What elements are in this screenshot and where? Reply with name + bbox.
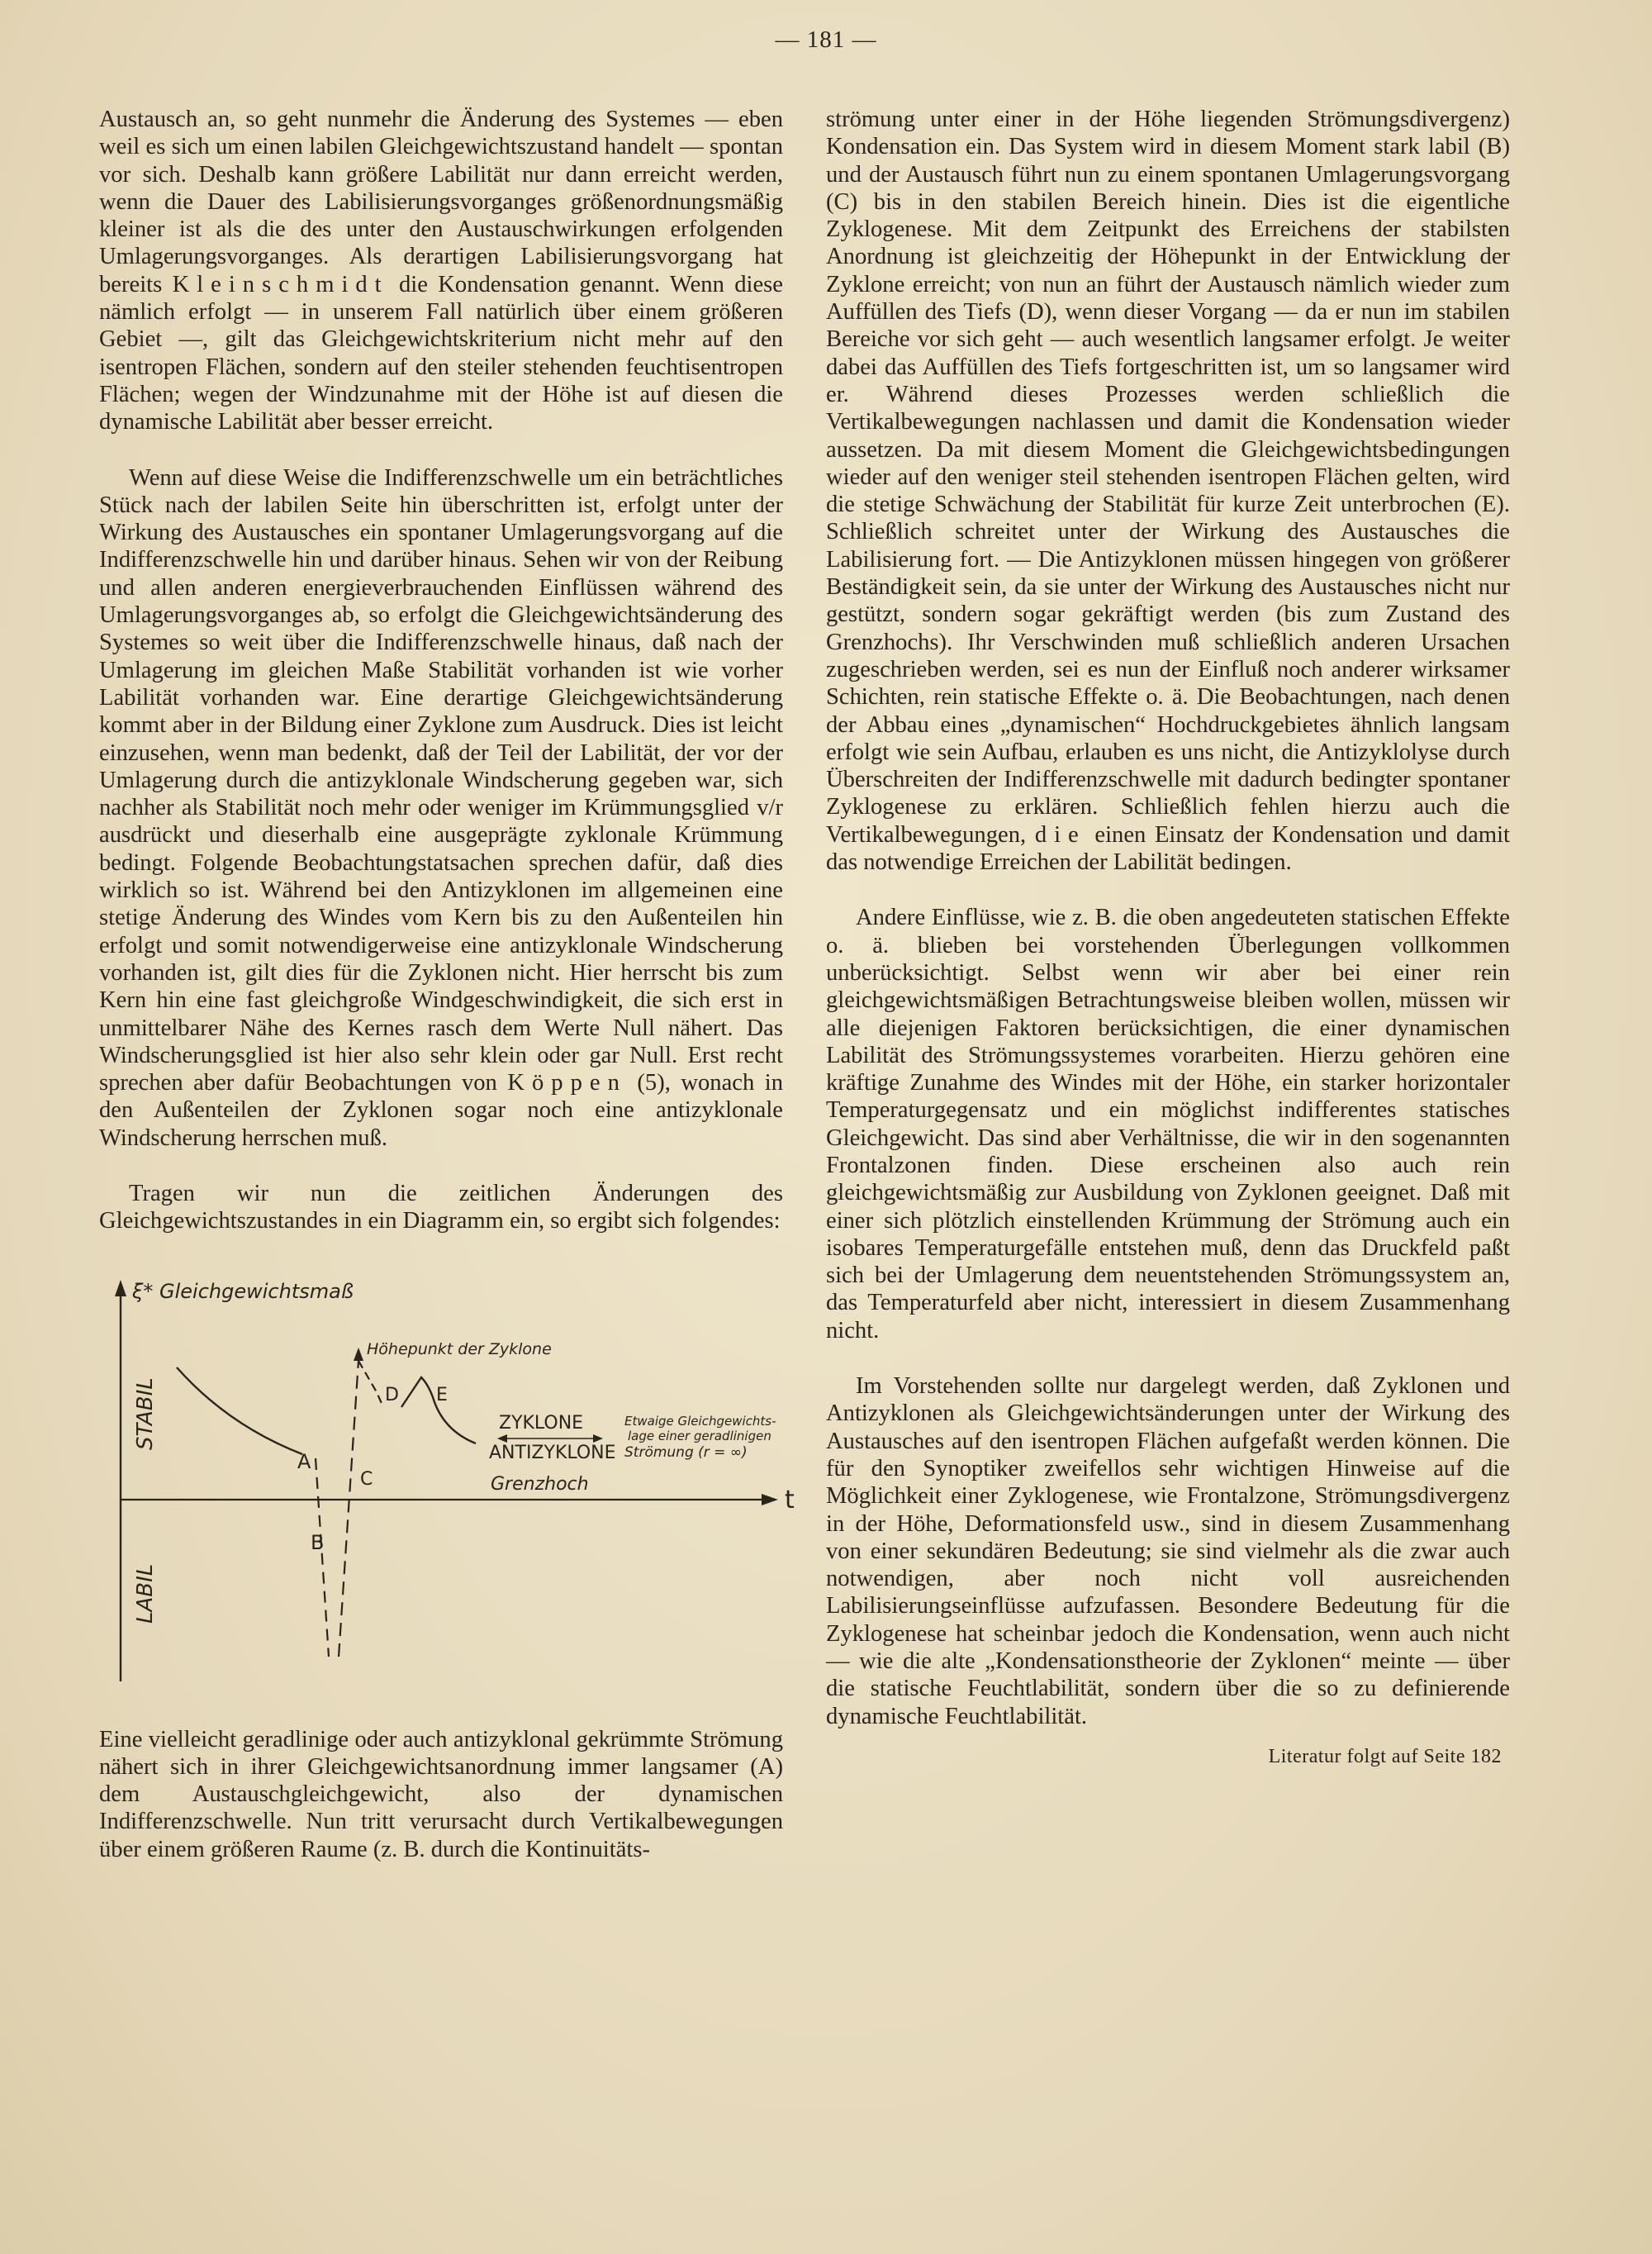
left-p1-part-1: Austausch an, so geht nunmehr die Änderung des Systemes — eben weil es sich um einen labilen Gleichgewichtszustand handelt — spontan vor sich. Deshalb kann größere Labilität nur dann erreicht werden, wenn die Dauer des Labilisierungsvorganges größenordnungsmäßig kleiner ist als die des unter den Austauschwirkungen erfolgenden Umlagerungsvorganges. Als derartigen Labilisierungsvorgang hat bereits	[99, 107, 783, 297]
y-axis-arrow	[115, 1280, 126, 1296]
peak-marker	[354, 1348, 363, 1361]
left-paragraph-2	[99, 464, 783, 1152]
stabil-label: STABIL	[133, 1377, 158, 1450]
point-a-label: A	[297, 1449, 311, 1473]
curve-a	[177, 1367, 302, 1454]
curve-d-dashed	[358, 1361, 383, 1407]
zyklone-label: ZYKLONE	[499, 1412, 584, 1434]
left-paragraph-1	[99, 106, 783, 436]
note-line-1: Etwaige Gleichgewichts-	[624, 1413, 776, 1429]
note-line-3: Strömung (r = ∞)	[624, 1443, 748, 1461]
left-p2-text: Wenn auf diese Weise die Indifferenzschwelle um ein beträchtliches Stück nach der labilen Seite hin überschritten ist, erfolgt unter der Wirkung des Austausches ein spontaner Umlagerungsvorgang auf die Indifferenzschwelle hin und darüber hinaus. Sehen wir von der Reibung und allen anderen energieverbrauchenden Einflüssen während des Umlagerungsvorganges ab, so erfolgt die Gleichgewichtsänderung des Systemes so weit über die Indifferenzschwelle hinaus, daß nach der Umlagerung im gleichen Maße Stabilität vorhanden ist wie vorher Labilität vorhanden war. Eine derartige Gleichgewichtsänderung kommt aber in der Bildung einer Zyklone zum Ausdruck. Dies ist leicht einzusehen, wenn man bedenkt, daß der Teil der Labilität, der vor der Umlagerung durch die antizyklonale Windscherung gegeben war, sich nachher als Stabilität noch mehr oder weniger im Krümmungsglied v/r ausdrückt und dieserhalb eine ausgeprägte zyklonale Krümmung bedingt. Folgende Beobachtungstatsachen sprechen dafür, daß dies wirklich so ist. Während bei den Antizyklonen im allgemeinen eine stetige Änderung des Windes vom Kern bis zu den Außenteilen hin erfolgt und somit notwendigerweise eine antizyklonale Windscherung vorhanden ist, gilt dies für die Zyklonen nicht. Hier herrscht bis zum Kern hin eine fast gleichgroße Windgeschwindigkeit, die sich erst in unmittelbarer Nähe des Kernes rasch dem Werte Null nähert. Das Windscherungsglied ist hier also sehr klein oder gar Null. Erst recht sprechen aber dafür Beobachtungen von	[99, 464, 783, 1096]
labil-label: LABIL	[133, 1563, 158, 1624]
equilibrium-diagram-svg	[104, 1268, 798, 1698]
peak-label: Höhepunkt der Zyklone	[367, 1339, 552, 1358]
right-column	[826, 106, 1510, 1771]
left-paragraph-4: Eine vielleicht geradlinige oder auch antizyklonal gekrümmte Strömung nähert sich in ihrer Gleichgewichtsanordnung immer langsamer (A) dem Austauschgleichgewicht, also der dynamischen Indifferenzschwelle. Nun tritt verursacht durch Vertikalbewegungen über einem größeren Raume (z. B. durch die Kontinuitäts-	[99, 1726, 783, 1862]
arrow-right-head	[593, 1434, 603, 1443]
right-p1-end: einen Einsatz der Kondensation und damit das notwendige Erreichen der Labilität bedingen.	[826, 821, 1510, 876]
grenzhoch-label: Grenzhoch	[491, 1473, 589, 1495]
curve-b	[316, 1458, 329, 1657]
right-p1-text: strömung unter einer in der Höhe liegenden Strömungsdivergenz) Kondensation ein. Das System wird in diesem Moment stark labil (B) und der Austausch führt nun zu einem spontanen Umlagerungsvorgang (C) bis in den stabilen Bereich hinein. Dies ist die eigentliche Zyklogenese. Mit dem Zeitpunkt des Erreichens der stabilsten Anordnung ist gleichzeitig der Höhepunkt in der Entwicklung der Zyklone erreicht; von nun an führt der Austausch nämlich wieder zum Auffüllen des Tiefs (D), wenn dieser Vorgang — da er nun im stabilen Bereiche vor sich geht — auch wesentlich langsamer erfolgt. Je weiter dabei das Auffüllen des Tiefs fortgeschritten ist, um so langsamer wird er. Während dieses Prozesses werden schließlich die Vertikalbewegungen nachlassen und damit die Kondensation wieder aussetzen. Da mit diesem Moment die Gleichgewichtsbedingungen wieder auf den weniger steil stehenden isentropen Flächen gelten, wird die stetige Schwächung der Stabilität für kurze Zeit unterbrochen (E). Schließlich schreitet unter der Wirkung des Austausches die Labilisierung fort. — Die Antizyklonen müssen hingegen von größerer Beständigkeit sein, da sie unter der Wirkung des Austausches nicht nur gestützt, sondern sogar gekräftigt werden (bis zum Zustand des Grenzhochs). Ihr Verschwinden muß schließlich anderen Ursachen zugeschrieben werden, sei es nun der Einfluß noch anderer wirksamer Schichten, rein statische Effekte o. ä. Die Beobachtungen, nach denen der Abbau eines „dynamischen“ Hochdruckgebietes ähnlich langsam erfolgt wie sein Aufbau, erlauben es uns nicht, die Antizyklolyse durch Überschreiten der Indifferenzschwelle mit dadurch bedingter spontaner Zyklogenese zu erklären. Schließlich fehlen hierzu auch die Vertikalbewegungen,	[826, 107, 1510, 848]
right-paragraph-3: Im Vorstehenden sollte nur dargelegt werden, daß Zyklonen und Antizyklonen als Gleichgewichtsänderungen unter der Wirkung des Austausches auf den isentropen Flächen aufgefaßt werden können. Die für den Synoptiker zweifellos sehr wichtigen Hinweise auf die Möglichkeit einer Zyklogenese, wie Frontalzone, Strömungsdivergenz in der Höhe, Deformationsfeld usw., sind in diesem Zusammenhang von einer sekundären Bedeutung; sie sind vielmehr als die zwar auch notwendigen, aber noch nicht voll ausreichenden Labilisierungseinflüsse aufzufassen. Besondere Bedeutung für die Zyklogenese hat scheinbar jedoch die Kondensation, wenn auch nicht — wie die alte „Kondensationstheorie der Zyklonen“ meinte — über die statische Feuchtlabilität, sondern über die so zu definierende dynamische Feuchtlabilität.	[826, 1373, 1510, 1729]
right-paragraph-1	[826, 106, 1510, 876]
y-axis-label: ξ* Gleichgewichtsmaß	[132, 1279, 354, 1303]
author-name-koeppen: Köppen	[507, 1070, 627, 1096]
curve-c	[339, 1361, 358, 1657]
left-column	[99, 106, 795, 1863]
right-paragraph-2: Andere Einflüsse, wie z. B. die oben angedeuteten statischen Effekte o. ä. blieben bei vorstehenden Überlegungen vollkommen unberücksichtigt. Selbst wenn wir aber bei einer rein gleichgewichtsmäßigen Betrachtungsweise bleiben wollen, müssen wir alle diejenigen Faktoren berücksichtigen, die einer dynamischen Labilität des Strömungssystemes vorarbeiten. Hierzu gehören eine kräftige Zunahme des Windes mit der Höhe, ein starker horizontaler Temperaturgegensatz und ein möglichst indifferentes statisches Gleichgewicht. Das sind aber Verhältnisse, die wir in den sogenannten Frontalzonen finden. Diese erscheinen also auch rein gleichgewichtsmäßig zur Ausbildung von Zyklonen geeignet. Daß mit einer sich plötzlich einstellenden Krümmung der Strömung auch ein isobares Temperaturgefälle entstehen muß, denn das Druckfeld paßt sich bei der Umlagerung dem neuentstehenden Strömungssystem an, das Temperaturfeld aber nicht, interessiert in diesem Zusammenhang nicht.	[826, 905, 1510, 1343]
time-axis-label: t	[785, 1485, 795, 1515]
point-b-label: B	[311, 1530, 325, 1554]
note-line-2: lage einer geradlinigen	[628, 1428, 771, 1443]
time-axis-arrow	[762, 1494, 778, 1505]
right-p1-spaced: die	[1034, 821, 1086, 848]
literature-note: Literatur folgt auf Seite 182	[1268, 1745, 1502, 1767]
equilibrium-diagram	[104, 1268, 798, 1698]
page-number: — 181 —	[775, 26, 877, 53]
antizyklone-label: ANTIZYKLONE	[489, 1442, 616, 1463]
author-name-kleinschmidt: Kleinschmidt	[172, 271, 389, 297]
left-p2-end: (5), wonach in den Außenteilen der Zyklonen sogar noch eine antizyklonale Windscherung herrschen muß.	[99, 1070, 784, 1151]
point-d-label: D	[385, 1384, 399, 1405]
left-p1-part-2: die Kondensation genannt. Wenn diese nämlich erfolgt — in unserem Fall natürlich über einem größeren Gebiet —, gilt das Gleichgewichtskriterium nicht mehr auf den isentropen Flächen, sondern auf den steiler stehenden feuchtisentropen Flächen; wegen der Windzunahme mit der Höhe ist auf diesen die dynamische Labilität aber besser erreicht.	[99, 271, 783, 435]
point-c-label: C	[360, 1468, 373, 1490]
point-e-label: E	[436, 1384, 448, 1405]
left-paragraph-3: Tragen wir nun die zeitlichen Änderungen des Gleichgewichtszustandes in ein Diagramm ein, so ergibt sich folgendes:	[99, 1180, 783, 1234]
arrow-left-head	[497, 1434, 507, 1443]
